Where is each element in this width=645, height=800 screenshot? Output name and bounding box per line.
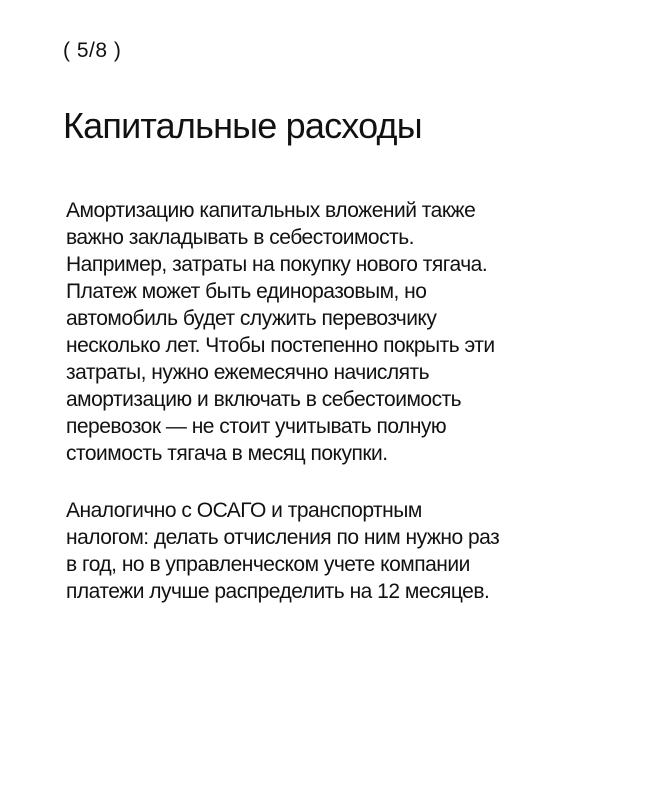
- paragraph-amortization: [66, 197, 626, 467]
- paragraph-osago-tax: [66, 497, 626, 605]
- text-line: в год, но в управленческом учете компании: [66, 553, 470, 576]
- slide-title: Капитальные расходы: [63, 105, 422, 146]
- text-line: стоимость тягача в месяц покупки.: [66, 442, 388, 465]
- text-line: перевозок — не стоит учитывать полную: [66, 415, 447, 438]
- text-line: Амортизацию капитальных вложений также: [66, 199, 476, 222]
- text-line: налогом: делать отчисления по ним нужно раз: [66, 526, 500, 549]
- body-text: [66, 197, 626, 605]
- text-line: автомобиль будет служить перевозчику: [66, 307, 437, 330]
- text-line: Аналогично с ОСАГО и транспортным: [66, 499, 422, 522]
- text-line: важно закладывать в себестоимость.: [66, 226, 415, 249]
- text-line: амортизацию и включать в себестоимость: [66, 388, 462, 411]
- text-line: несколько лет. Чтобы постепенно покрыть эти: [66, 334, 495, 357]
- text-line: затраты, нужно ежемесячно начислять: [66, 361, 430, 384]
- text-line: Например, затраты на покупку нового тягача.: [66, 253, 488, 276]
- text-line: платежи лучше распределить на 12 месяцев.: [66, 580, 490, 603]
- page-counter: ( 5/8 ): [63, 39, 122, 62]
- text-line: Платеж может быть единоразовым, но: [66, 280, 427, 303]
